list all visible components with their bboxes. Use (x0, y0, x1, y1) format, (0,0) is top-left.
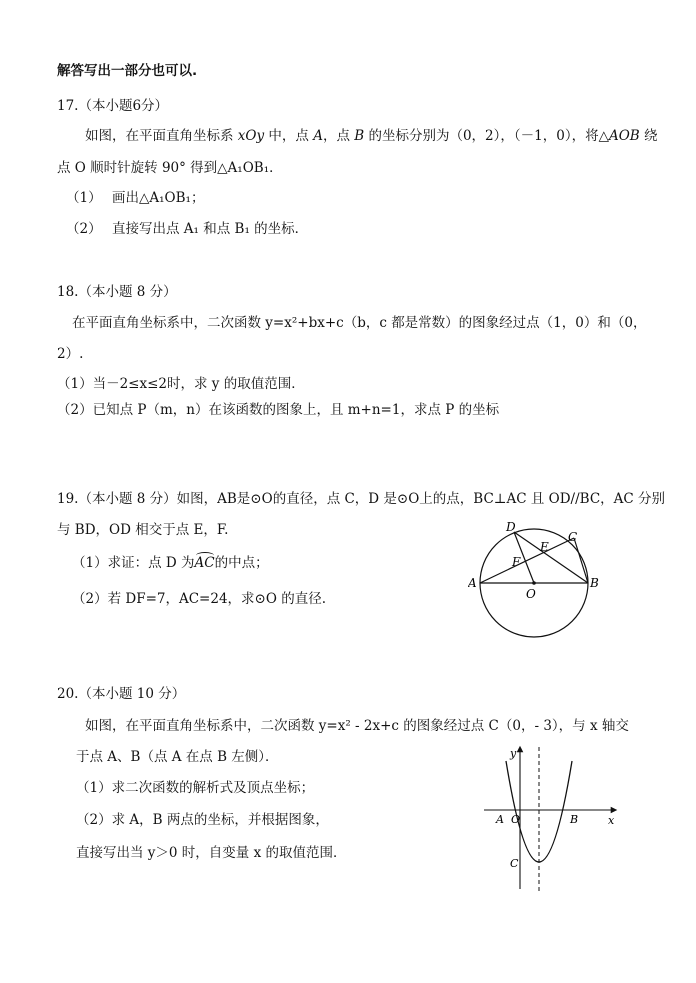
header-note: 解答写出一部分也可以. (57, 63, 198, 79)
label-f: F (512, 555, 521, 569)
q18-sub2: （2）已知点 P（m，n）在该函数的图象上，且 m+n=1，求点 P 的坐标 (57, 402, 500, 418)
q18-sub1: （1）当－2≤x≤2时，求 y 的取值范围． (57, 376, 305, 392)
q17-sub2-num: （2） (66, 221, 102, 237)
q20-heading: 20.（本小题 10 分） (57, 686, 186, 702)
label-c: C (510, 857, 519, 870)
q17-line1: 如图，在平面直角坐标系 xOy 中，点 A，点 B 的坐标分别为（0，2），（－1，0），将△AOB 绕 (85, 128, 658, 144)
q18-line1: 在平面直角坐标系中，二次函数 y=x²+bx+c（b，c 都是常数）的图象经过点（1，0）和（0， (72, 315, 647, 331)
q18-heading: 18.（本小题 8 分） (57, 284, 177, 300)
label-b: B (590, 576, 599, 590)
q19-line2: 与 BD，OD 相交于点 E，F. (57, 522, 229, 538)
label-a: A (468, 576, 477, 590)
q20-line1: 如图，在平面直角坐标系中，二次函数 y=x² - 2x+c 的图象经过点 C（0，- 3），与 x 轴交 (85, 718, 629, 734)
circle-figure (468, 516, 614, 638)
label-a: A (496, 813, 504, 826)
label-b: B (570, 813, 579, 826)
label-e: E (540, 540, 549, 554)
q18-line2: 2）. (57, 346, 84, 362)
q19-sub2: （2）若 DF=7，AC=24，求⊙O 的直径. (72, 591, 327, 607)
chord-ac (480, 538, 574, 583)
arc-ac-mark (196, 552, 214, 559)
center-dot (532, 581, 536, 585)
q20-sub2: （2）求 A，B 两点的坐标，并根据图象， (76, 812, 329, 828)
q17-heading: 17.（本小题6分） (57, 98, 169, 114)
q17-sub1-num: （1） (66, 190, 102, 206)
q17-line2: 点 O 顺时针旋转 90° 得到△A₁OB₁． (57, 160, 283, 176)
q19-sub1: （1）求证：点 D 为 AC的中点； (72, 555, 269, 571)
label-d: D (506, 520, 516, 534)
q20-line2: 于点 A、B（点 A 在点 B 左侧）． (76, 749, 279, 765)
label-y: y (510, 747, 517, 760)
chord-bc (574, 538, 588, 583)
parabola-figure (480, 743, 620, 893)
q20-sub3: 直接写出当 y＞0 时，自变量 x 的取值范围． (76, 845, 347, 861)
q19-line1: 19.（本小题 8 分）如图，AB是⊙O的直径，点 C，D 是⊙O上的点，BC⊥AC 且 OD//BC，AC 分别 (57, 491, 666, 507)
label-c: C (568, 530, 578, 544)
q17-sub2-text: 直接写出点 A₁ 和点 B₁ 的坐标． (112, 221, 309, 237)
q20-sub1: （1）求二次函数的解析式及顶点坐标； (76, 780, 315, 796)
label-o: O (526, 587, 536, 601)
q17-sub1-text: 画出△A₁OB₁； (112, 190, 205, 206)
label-x: x (608, 814, 615, 827)
label-o: O (511, 813, 521, 826)
